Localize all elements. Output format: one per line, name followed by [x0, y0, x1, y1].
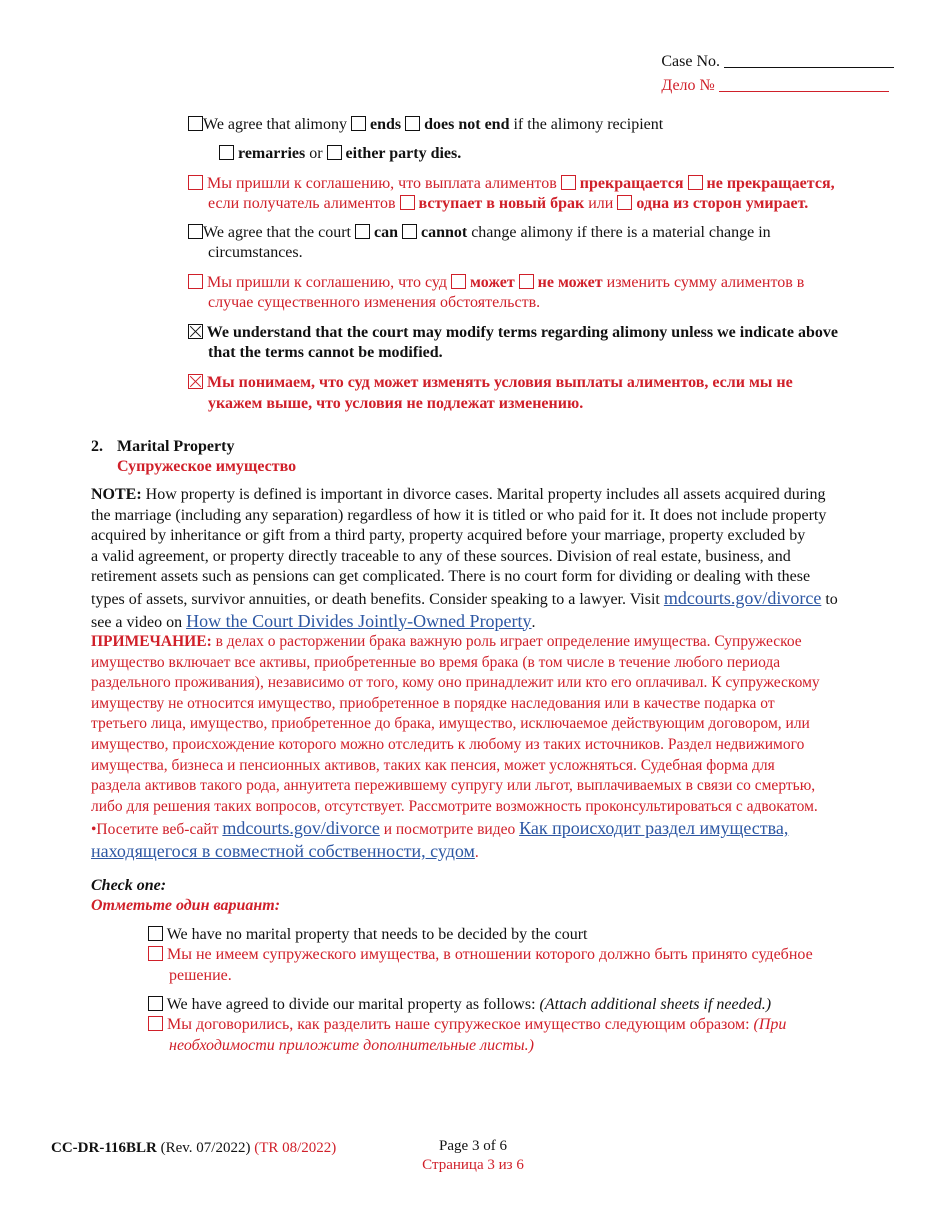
note-line-ru: в делах о расторжении брака важную роль играет определение имущества. Супружеское [215, 633, 802, 650]
alimony-recipient-text: if the alimony recipient [513, 116, 664, 133]
agreed-divide-checkbox-ru[interactable] [148, 1016, 163, 1031]
cannot-label: cannot [420, 224, 468, 241]
attach-sheets-note: (Attach additional sheets if needed.) [539, 996, 772, 1013]
court-cannot-checkbox[interactable] [402, 224, 417, 239]
page-number: Page 3 of 6 [439, 1138, 507, 1154]
note-line-ru: либо для решения таких вопросов, отсутствует. Рассмотрите возможность проконсультироваться с адвокатом. [91, 797, 818, 815]
ends-label-ru: прекращается [579, 175, 684, 192]
note-line: the marriage (including any separation) regardless of how it is titled or who paid for it. It does not include property [91, 506, 827, 524]
party-dies-checkbox-ru[interactable] [617, 195, 632, 210]
note-line-ru: имущество включает все активы, приобретенные во время брака (в том числе в течение любого периода [91, 653, 781, 671]
alimony-change-row [188, 223, 771, 243]
note-line-ru: раздела активов такого рода, аннуитета пережившему супругу или льгот, выплачиваемых в связи со смертью, [91, 777, 816, 795]
case-number-block [661, 50, 894, 98]
form-id-footer [51, 1138, 336, 1158]
no-marital-property-checkbox[interactable] [148, 926, 163, 941]
note-line: a valid agreement, or property directly traceable to any of these sources. Division of real estate, business, and [91, 547, 791, 565]
remarries-label-ru: вступает в новый брак [418, 195, 585, 212]
cannot-label-ru: не может [537, 274, 603, 291]
alimony-remarries-row [219, 144, 461, 164]
alimony-change-agree-checkbox-ru[interactable] [188, 274, 203, 289]
understand-text-line1: We understand that the court may modify terms regarding alimony unless we indicate above [206, 324, 838, 341]
note-line: retirement assets such as pensions can get complicated. There is no court form for dividing or dealing with these [91, 568, 811, 586]
visit-text-ru: •Посетите веб-сайт [91, 821, 219, 839]
case-no-field-ru[interactable] [719, 75, 889, 92]
circumstances-text: circumstances. [208, 244, 303, 261]
note-line-ru: третьего лица, имущество, приобретенное до брака, имущество, исключаемое действующим договором, или [91, 715, 810, 733]
alimony-ends-checkbox[interactable] [351, 116, 366, 131]
alimony-not-end-checkbox-ru[interactable] [688, 175, 703, 190]
note-line-ru: имущества, бизнеса и пенсионных активов, таких как пенсия, может усложняться. Судебная форма для [91, 756, 775, 774]
note-paragraph [91, 485, 891, 633]
note-line-ru: раздельного проживания), независимо от того, кому оно принадлежит или кто его оплачивал. К супружескому [91, 674, 820, 692]
note-label-ru: ПРИМЕЧАНИЕ: [91, 633, 212, 650]
alimony-change-text: We agree that the court [203, 224, 351, 241]
agreed-divide-text-ru: Мы договорились, как разделить наше супружеское имущество следующим образом: [167, 1016, 750, 1033]
alimony-ends-row [188, 115, 663, 135]
note-line: types of assets, survivor annuities, or death benefits. Consider speaking to a lawyer. Visit [91, 590, 660, 608]
alimony-ends-checkbox-ru[interactable] [561, 175, 576, 190]
check-one-label-ru: Отметьте один вариант: [91, 897, 281, 914]
property-division-video-link-ru-cont[interactable]: находящегося в совместной собственности, судом [91, 840, 475, 861]
alimony-ends-row-ru [188, 174, 835, 194]
or-text-ru: или [588, 195, 614, 212]
material-change-text: change alimony if there is a material change in [471, 224, 771, 241]
form-translation-revision: (TR 08/2022) [254, 1140, 337, 1156]
court-can-checkbox-ru[interactable] [451, 274, 466, 289]
section-2-title: Marital Property [117, 438, 235, 455]
party-dies-label-ru: одна из сторон умирает. [636, 195, 809, 212]
remarries-checkbox-ru[interactable] [400, 195, 415, 210]
alimony-change-agree-checkbox[interactable] [188, 224, 203, 239]
mdcourts-divorce-link[interactable]: mdcourts.gov/divorce [663, 587, 822, 608]
agreed-divide-option-ru [148, 1015, 786, 1035]
or-text: or [309, 145, 323, 162]
page-number-footer [398, 1137, 548, 1175]
alimony-change-row-ru [188, 273, 804, 293]
visit-end-ru: . [474, 843, 479, 861]
case-no-label-ru: Дело № [661, 77, 715, 94]
circumstances-text-ru: случае существенного изменения обстоятельств. [208, 294, 541, 311]
alimony-change-text-ru: Мы пришли к соглашению, что суд [207, 274, 448, 291]
understand-row [188, 323, 838, 343]
form-revision: (Rev. 07/2022) [160, 1140, 251, 1156]
form-id: CC-DR-116BLR [51, 1140, 157, 1156]
note-line-ru: имуществу не относится имущество, приобретенное в порядке наследования или в качестве подарка от [91, 694, 775, 712]
note-line-ru: имущество, происхождение которого можно отследить к любому из таких источников. Раздел недвижимого [91, 735, 805, 753]
court-cannot-checkbox-ru[interactable] [519, 274, 534, 289]
note-label: NOTE: [91, 486, 142, 503]
party-dies-label: either party dies. [345, 145, 462, 162]
recipient-text-ru: если получатель алиментов [208, 195, 396, 212]
understand-text-line2: that the terms cannot be modified. [208, 344, 443, 361]
attach-sheets-note-ru: (При [753, 1016, 787, 1033]
note-line: How property is defined is important in divorce cases. Marital property includes all assets acquired during [145, 486, 826, 503]
understand-text-line2-ru: укажем выше, что условия не подлежат изменению. [208, 395, 584, 412]
section-2-title-ru: Супружеское имущество [117, 458, 297, 475]
alimony-not-end-checkbox[interactable] [405, 116, 420, 131]
agreed-divide-text: We have agreed to divide our marital property as follows: [166, 996, 536, 1013]
party-dies-checkbox[interactable] [327, 145, 342, 160]
note-to: to [825, 590, 838, 608]
understand-row-ru [188, 373, 793, 393]
no-marital-property-text: We have no marital property that needs to be decided by the court [166, 926, 588, 943]
understand-checkbox-checked-ru[interactable] [188, 374, 203, 389]
understand-checkbox-checked[interactable] [188, 324, 203, 339]
alimony-ends-text: We agree that alimony [203, 116, 347, 133]
remarries-checkbox[interactable] [219, 145, 234, 160]
attach-sheets-note-ru-2: необходимости приложите дополнительные листы.) [169, 1037, 534, 1054]
note-period: . [531, 613, 536, 631]
alimony-ends-agree-checkbox[interactable] [188, 116, 203, 131]
page-number-ru: Страница 3 из 6 [422, 1157, 524, 1173]
court-can-checkbox[interactable] [355, 224, 370, 239]
alimony-ends-agree-checkbox-ru[interactable] [188, 175, 203, 190]
jointly-owned-property-video-link[interactable]: How the Court Divides Jointly-Owned Property [186, 610, 532, 631]
no-marital-property-checkbox-ru[interactable] [148, 946, 163, 961]
remarries-label: remarries [238, 145, 306, 162]
agreed-divide-checkbox[interactable] [148, 996, 163, 1011]
understand-text-line1-ru: Мы понимаем, что суд может изменять условия выплаты алиментов, если мы не [207, 374, 793, 391]
not-end-label-ru: не прекращается, [706, 175, 835, 192]
change-amount-text-ru: изменить сумму алиментов в [606, 274, 805, 291]
section-2-number: 2. [91, 438, 103, 455]
ends-label: ends [369, 116, 402, 133]
note-see: see a video on [91, 613, 183, 631]
no-marital-property-option-ru [148, 945, 813, 965]
no-marital-property-text-ru-2: решение. [169, 967, 232, 984]
can-label: can [373, 224, 398, 241]
case-no-field[interactable] [724, 51, 894, 68]
can-label-ru: может [470, 274, 515, 291]
property-division-video-link-ru[interactable]: Как происходит раздел имущества, [519, 818, 789, 839]
no-marital-property-text-ru: Мы не имеем супружеского имущества, в отношении которого должно быть принято судебное [167, 946, 813, 963]
note-paragraph-ru [91, 632, 901, 864]
mdcourts-divorce-link-ru[interactable]: mdcourts.gov/divorce [222, 818, 380, 839]
alimony-ends-text-ru: Мы пришли к соглашению, что выплата алиментов [207, 175, 557, 192]
note-line: acquired by inheritance or gift from a third party, property acquired before your marriage, property excluded by [91, 527, 806, 545]
no-marital-property-option [148, 925, 588, 945]
watch-video-text-ru: и посмотрите видео [383, 821, 516, 839]
not-end-label: does not end [424, 116, 510, 133]
check-one-label: Check one: [91, 877, 167, 894]
case-no-label: Case No. [661, 53, 720, 70]
agreed-divide-option [148, 995, 771, 1015]
alimony-remarries-row-ru [208, 194, 808, 214]
